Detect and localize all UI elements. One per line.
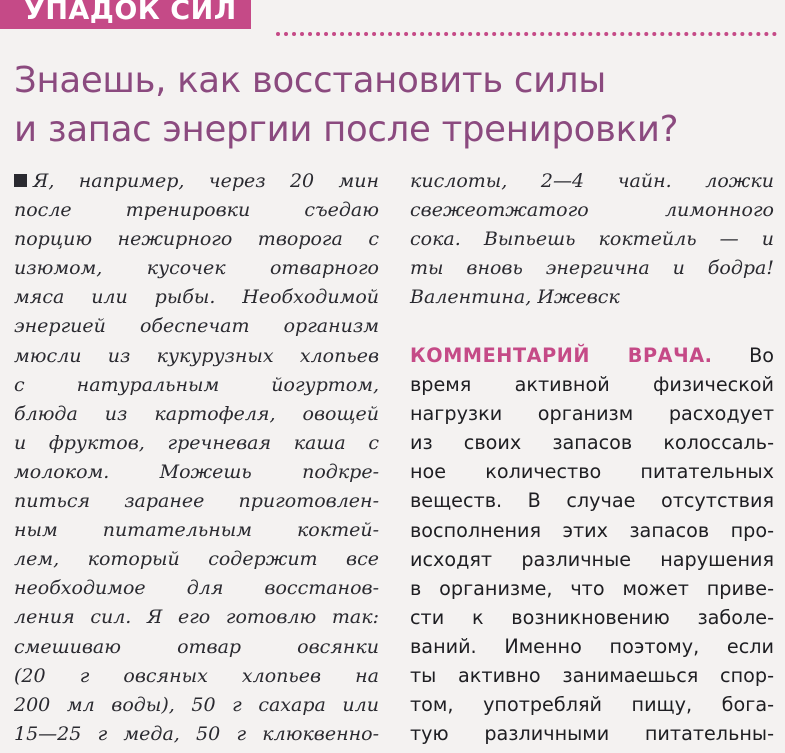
letter-line: порцию нежирного творога с <box>14 228 379 251</box>
letter-line: кислоты, 2—4 чайн. ложки <box>410 170 774 192</box>
headline-line-2: и запас энергии после тренировки? <box>14 109 679 150</box>
comment-line: восполнения этих запасов про- <box>410 518 774 542</box>
letter-line: с натуральным йогуртом, <box>14 373 379 396</box>
reader-letter-right-column <box>410 167 774 312</box>
comment-line: веществ. В случае отсутствия <box>410 489 774 513</box>
comment-line: нагрузки организм расходует <box>410 402 774 426</box>
comment-line: ное количество питательных <box>410 460 774 484</box>
letter-line: энергией обеспечат организм <box>14 315 379 338</box>
letter-line: мяса или рыбы. Необходимой <box>14 286 379 309</box>
letter-line: мюсли из кукурузных хлопьев <box>14 344 379 367</box>
comment-line: время активной физической <box>410 373 774 397</box>
letter-line: лем, который содержит все <box>14 548 379 571</box>
letter-line: 200 мл воды), 50 г сахара или <box>14 693 379 716</box>
comment-line: в организме, что может приве- <box>410 576 774 600</box>
doctor-comment <box>410 341 774 748</box>
comment-line: из своих запасов колоссаль- <box>410 431 774 455</box>
letter-line: после тренировки съедаю <box>14 199 379 222</box>
letter-signature: Валентина, Ижевск <box>410 286 620 309</box>
letter-line: необходимое для восстанов- <box>14 577 379 600</box>
letter-line: блюда из картофеля, овощей <box>14 402 379 425</box>
comment-line: сти к возникновению заболе- <box>410 605 774 629</box>
letter-line: и фруктов, гречневая каша с <box>14 431 379 454</box>
reader-letter-left-column <box>14 167 379 749</box>
letter-line: смешиваю отвар овсянки <box>14 635 379 658</box>
article-headline <box>14 56 784 154</box>
rubric-dotted-rule <box>276 32 777 36</box>
comment-line: ваний. Именно поэтому, если <box>410 634 774 658</box>
comment-line: исходят различные нарушения <box>410 547 774 571</box>
letter-line: питься заранее приготовлен- <box>14 490 379 513</box>
letter-line: ным питательным коктей- <box>14 519 379 542</box>
letter-line: молоком. Можешь подкре- <box>14 460 379 483</box>
comment-line: ты активно занимаешься спор- <box>410 664 774 688</box>
letter-line: изюмом, кусочек отварного <box>14 257 379 280</box>
comment-line: том, употребляй пищу, бога- <box>410 693 774 717</box>
rubric-label: УПАДОК СИЛ <box>24 0 237 26</box>
letter-line: ления сил. Я его готовлю так: <box>14 606 379 629</box>
letter-line: 15—25 г меда, 50 г клюквенно- <box>14 722 379 745</box>
letter-line: Я, например, через 20 мин <box>14 167 379 196</box>
comment-line: тую различными питательны- <box>410 722 774 746</box>
section-rubric <box>0 0 251 29</box>
letter-line: сока. Выпьешь коктейль — и <box>410 228 774 251</box>
letter-line: свежеотжатого лимонного <box>410 199 774 222</box>
bullet-square-icon <box>14 174 27 187</box>
comment-label: КОММЕНТАРИЙ ВРАЧА. <box>410 344 713 367</box>
letter-line: (20 г овсяных хлопьев на <box>14 664 379 687</box>
comment-first-word: Во <box>749 344 774 367</box>
comment-line <box>410 341 774 370</box>
headline-line-1: Знаешь, как восстановить силы <box>14 60 606 101</box>
letter-line: ты вновь энергична и бодра! <box>410 257 774 280</box>
